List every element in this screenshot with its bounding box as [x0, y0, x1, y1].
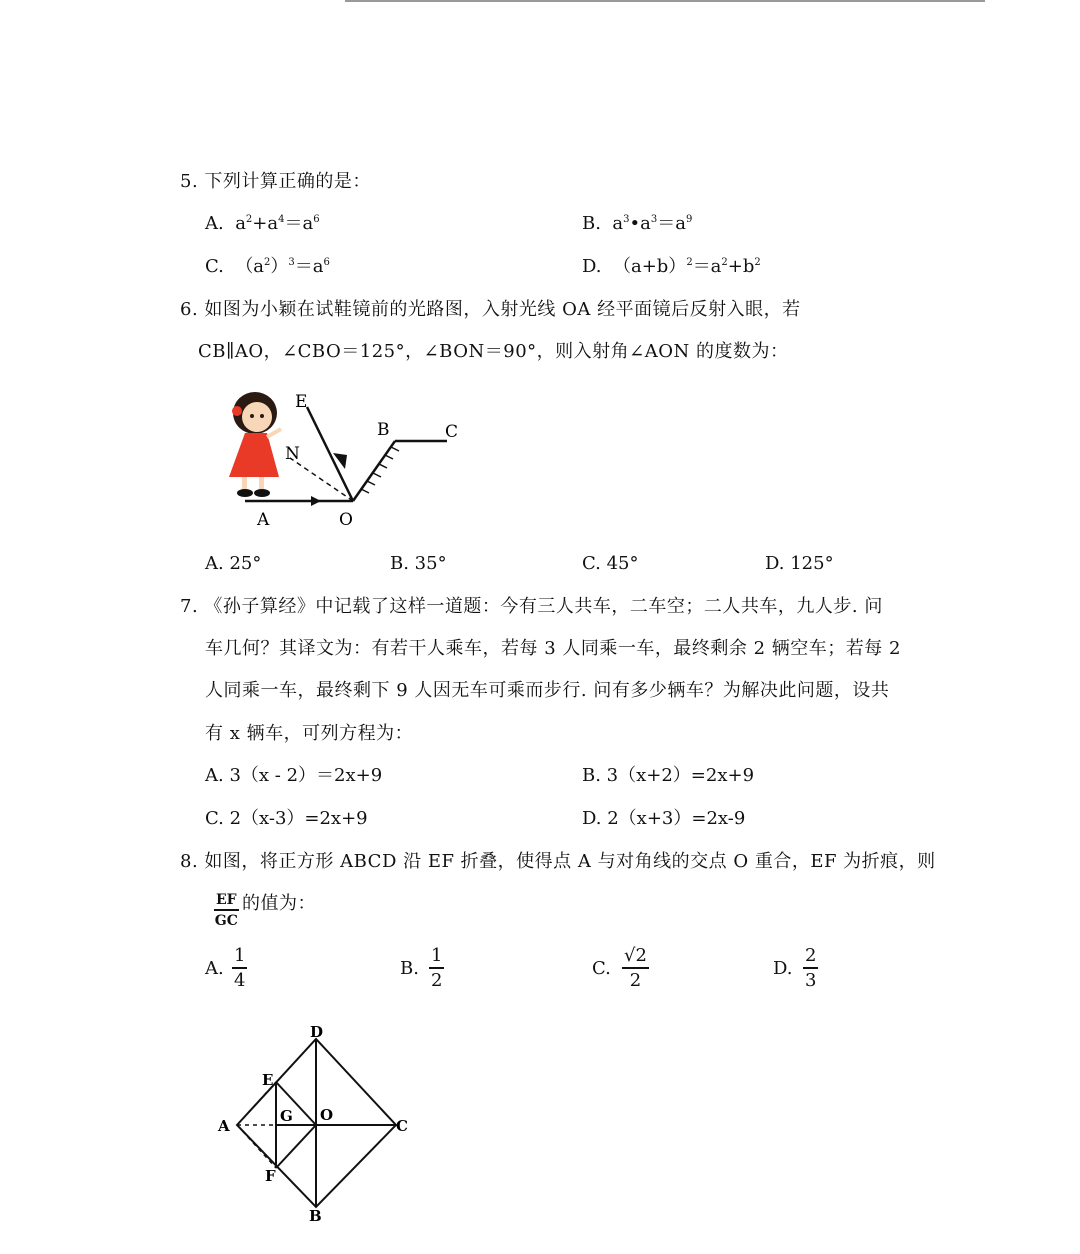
label-o: O — [339, 510, 353, 530]
q8-option-b-fraction: 1 2 — [431, 945, 443, 991]
q7-line4: 有 x 辆车，可列方程为： — [205, 723, 414, 744]
q5-stem: 5. 下列计算正确的是： — [180, 171, 371, 192]
q6-line1: 6. 如图为小颖在试鞋镜前的光路图，入射光线 OA 经平面镜后反射入眼，若 — [180, 299, 801, 320]
label-e: E — [295, 392, 308, 412]
ratio-denominator: GC — [214, 912, 238, 929]
label-a: A — [257, 510, 270, 530]
q8-square-figure — [210, 1025, 420, 1225]
q8-option-b-label: B. — [400, 958, 419, 979]
top-border-line — [345, 0, 985, 2]
label-d: D — [310, 1025, 324, 1041]
label-c: C — [445, 422, 459, 442]
q5-option-b: B. $a^3•a^3=a^9$ — [582, 213, 693, 234]
label-c: C — [396, 1117, 408, 1135]
q5-option-c: C. $(a^2)^3=a^6$ — [205, 256, 330, 277]
q6-light-path-figure — [215, 385, 475, 535]
q8-option-a-fraction: 1 4 — [234, 945, 246, 991]
q6-option-b: B. 35° — [390, 553, 447, 574]
label-b: B — [377, 420, 390, 440]
q8-option-c-label: C. — [592, 958, 611, 979]
q7-option-c: C. 2（x-3）=2x+9 — [205, 808, 368, 829]
q6-option-d: D. 125° — [765, 553, 834, 574]
q8-option-c-fraction: √2 2 — [624, 945, 647, 991]
arrow-ao — [311, 496, 321, 506]
q5-option-a: A. $a^2+a^4=a^6$ — [205, 213, 320, 234]
girl-illustration — [229, 392, 281, 497]
q7-option-b: B. 3（x+2）=2x+9 — [582, 765, 755, 786]
q8-line1: 8. 如图，将正方形 ABCD 沿 EF 折叠，使得点 A 与对角线的交点 O 重合，EF 为折痕，则 — [180, 851, 936, 872]
q6-option-c: C. 45° — [582, 553, 639, 574]
q8-option-d-label: D. — [773, 958, 793, 979]
q6-line2: CB∥AO，∠CBO＝125°，∠BON＝90°，则入射角∠AON 的度数为： — [198, 341, 789, 362]
q6-option-a: A. 25° — [205, 553, 262, 574]
label-f: F — [265, 1167, 276, 1185]
q8-ratio-suffix: 的值为： — [242, 893, 316, 914]
q7-line3: 人同乘一车，最终剩下 9 人因无车可乘而步行. 问有多少辆车？为解决此问题，设共 — [205, 680, 890, 701]
ray-oe — [307, 407, 353, 501]
label-e: E — [262, 1071, 274, 1089]
q7-line1: 7. 《孙子算经》中记载了这样一道题：今有三人共车，二车空；二人共车，九人步. 问 — [180, 596, 883, 617]
mirror-ob — [353, 441, 395, 501]
q8-option-d-fraction: 2 3 — [805, 945, 817, 991]
label-g: G — [280, 1107, 293, 1125]
q7-option-a: A. 3（x - 2）＝2x+9 — [205, 765, 383, 786]
q8-ratio-fraction — [214, 892, 239, 929]
label-b: B — [309, 1207, 322, 1225]
ratio-numerator: EF — [216, 892, 237, 908]
label-a: A — [218, 1117, 230, 1135]
q7-option-d: D. 2（x+3）=2x-9 — [582, 808, 746, 829]
segment-fo — [276, 1125, 316, 1168]
mirror-hatching — [361, 447, 399, 493]
label-n: N — [285, 444, 300, 464]
q5-option-d: D. $(a+b)^2=a^2+b^2$ — [582, 256, 761, 277]
label-o: O — [320, 1106, 334, 1124]
q7-line2: 车几何？其译文为：有若干人乘车，若每 3 人同乘一车，最终剩余 2 辆空车；若每 2 — [205, 638, 901, 659]
q8-option-a-label: A. — [205, 958, 224, 979]
